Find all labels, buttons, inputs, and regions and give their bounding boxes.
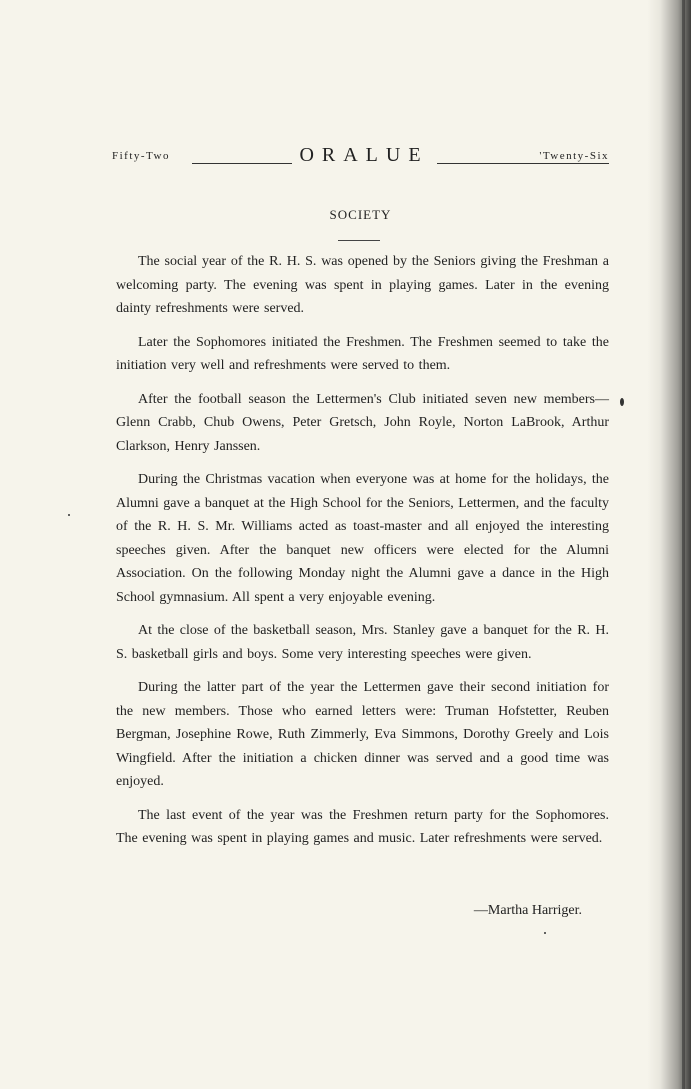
ink-speck	[620, 398, 624, 406]
binding-edge	[682, 0, 685, 1089]
running-header	[112, 144, 609, 168]
ink-speck	[544, 932, 546, 934]
paragraph: At the close of the basketball season, Mrs. Stanley gave a banquet for the R. H. S. basketball girls and boys. Some very interesting speeches were given.	[116, 623, 609, 662]
paragraph: Later the Sophomores initiated the Freshmen. The Freshmen seemed to take the initiation very well and refreshments were served to them.	[116, 334, 609, 373]
article-body	[116, 250, 609, 861]
paragraph: The last event of the year was the Freshmen return party for the Sophomores. The evening was spent in playing games and music. Later refreshments were served.	[116, 807, 609, 846]
author-signature: —Martha Harriger.	[473, 903, 582, 918]
paragraph: The social year of the R. H. S. was opened by the Seniors giving the Freshman a welcoming party. The evening was spent in playing games. Later in the evening dainty refreshments were served.	[116, 254, 609, 316]
heading-rule	[338, 240, 380, 241]
paragraph: During the latter part of the year the Lettermen gave their second initiation for the new members. Those who earned letters were: Truman Hofstetter, Reuben Bergman, Josephine Rowe, Ruth Zimmerly, Eva Simmons, Dorothy Greely and Lois Wingfield. After the initiation a chicken dinner was served and a good time was enjoyed.	[116, 680, 609, 789]
header-rule-right	[437, 163, 609, 164]
publication-title: ORALUE	[299, 144, 429, 166]
section-heading: SOCIETY	[329, 207, 392, 222]
year-label: 'Twenty-Six	[539, 150, 609, 162]
ink-speck	[68, 514, 70, 516]
header-rule-left	[192, 163, 292, 164]
page-number-label: Fifty-Two	[112, 150, 170, 162]
paragraph: After the football season the Lettermen's Club initiated seven new members—Glenn Crabb, Chub Owens, Peter Gretsch, John Royle, Norton LaBrook, Arthur Clarkson, Henry Janssen.	[116, 391, 609, 454]
paragraph: During the Christmas vacation when everyone was at home for the holidays, the Alumni gave a banquet at the High School for the Seniors, Lettermen, and the faculty of the R. H. S. Mr. Williams acted as toast-master and all enjoyed the interesting speeches given. After the banquet new officers were elected for the Alumni Association. On the following Monday night the Alumni gave a dance in the High School gymnasium. All spent a very enjoyable evening.	[116, 472, 609, 605]
